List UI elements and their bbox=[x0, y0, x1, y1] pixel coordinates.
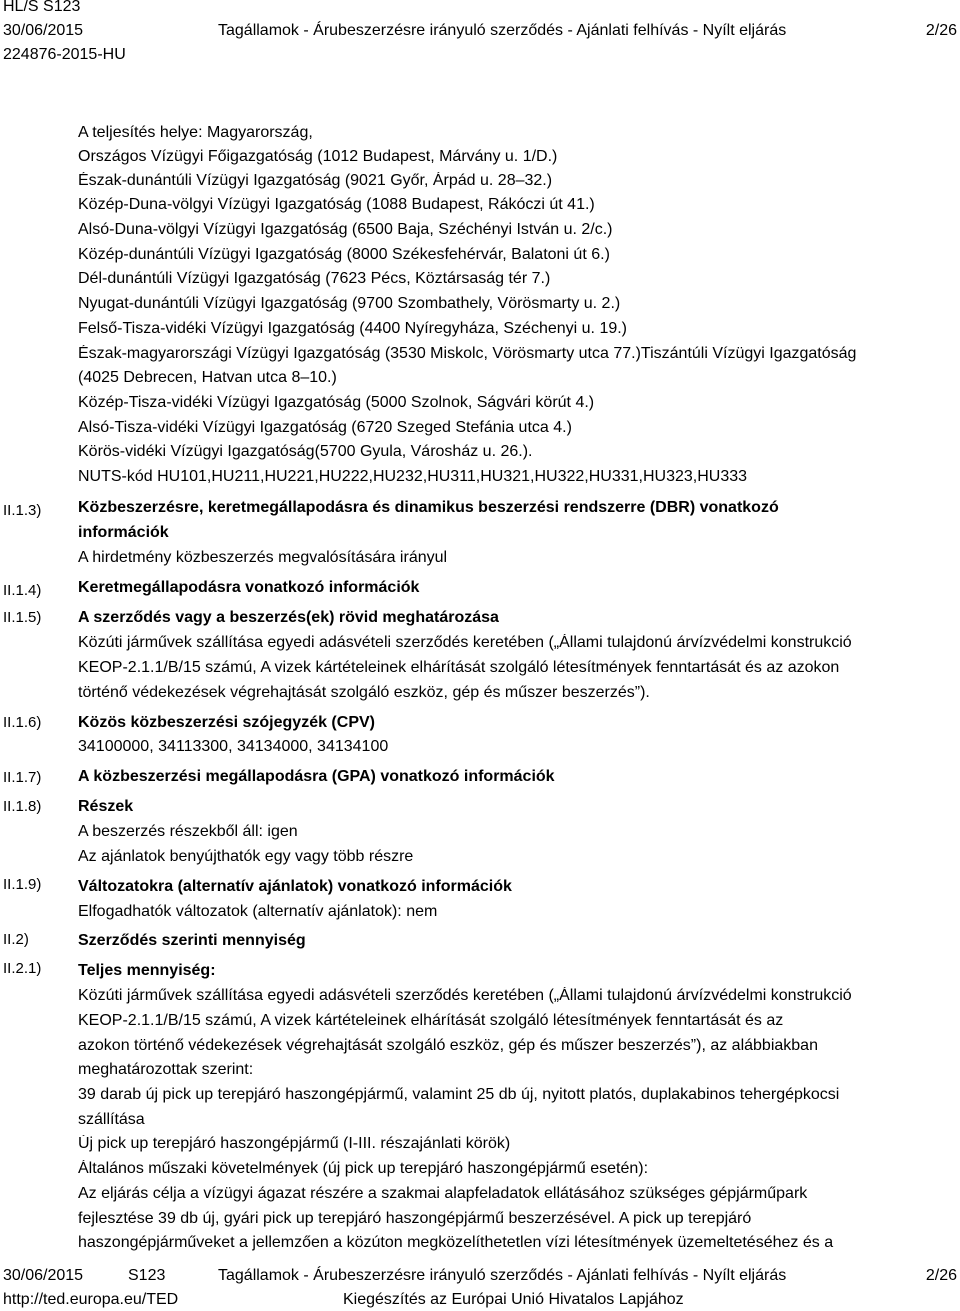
header-page-number: 2/26 bbox=[925, 22, 957, 39]
text-line: A hirdetmény közbeszerzés megvalósítására irányul bbox=[78, 549, 448, 566]
footer-publication: Kiegészítés az Európai Unió Hivatalos Lapjához bbox=[343, 1291, 684, 1308]
header-date: 30/06/2015 bbox=[3, 22, 84, 39]
section-heading: Szerződés szerinti mennyiség bbox=[78, 932, 306, 949]
section-heading: Közbeszerzésre, keretmegállapodásra és dinamikus beszerzési rendszerre (DBR) vonatkozó bbox=[78, 499, 779, 516]
section-heading: információk bbox=[78, 524, 169, 541]
header-title: Tagállamok - Árubeszerzésre irányuló szerződés - Ajánlati felhívás - Nyílt eljárás bbox=[218, 22, 787, 39]
text-line: KEOP-2.1.1/B/15 számú, A vizek kártételeinek elhárítását szolgáló létesítmények fenntartását és az azokon bbox=[78, 659, 840, 676]
footer-code: S123 bbox=[128, 1267, 166, 1284]
section-number: II.2.1) bbox=[3, 960, 42, 977]
text-line: Közúti járművek szállítása egyedi adásvételi szerződés keretében („Állami tulajdonú árvízvédelmi konstrukció bbox=[78, 634, 852, 651]
section-heading: Részek bbox=[78, 798, 134, 815]
text-line: Az eljárás célja a vízügyi ágazat részére a szakmai alapfeladatok ellátásához szükséges gépjárműpark bbox=[78, 1185, 808, 1202]
section-heading: Változatokra (alternatív ajánlatok) vonatkozó információk bbox=[78, 878, 512, 895]
footer-title: Tagállamok - Árubeszerzésre irányuló szerződés - Ajánlati felhívás - Nyílt eljárás bbox=[218, 1267, 787, 1284]
text-line: A beszerzés részekből áll: igen bbox=[78, 823, 298, 840]
section-heading: A szerződés vagy a beszerzés(ek) rövid meghatározása bbox=[78, 609, 499, 626]
text-line: Új pick up terepjáró haszongépjármű (I-III. részajánlati körök) bbox=[78, 1135, 511, 1152]
section-heading: Közös közbeszerzési szójegyzék (CPV) bbox=[78, 714, 375, 731]
text-line: Nyugat-dunántúli Vízügyi Igazgatóság (9700 Szombathely, Vörösmarty u. 2.) bbox=[78, 295, 621, 312]
text-line: Közúti járművek szállítása egyedi adásvételi szerződés keretében („Állami tulajdonú árvízvédelmi konstrukció bbox=[78, 987, 852, 1004]
text-line: Körös-vidéki Vízügyi Igazgatóság(5700 Gyula, Városház u. 26.). bbox=[78, 443, 533, 460]
text-line: Országos Vízügyi Főigazgatóság (1012 Budapest, Márvány u. 1/D.) bbox=[78, 148, 558, 165]
footer-ted-link[interactable]: http://ted.europa.eu/TED bbox=[3, 1291, 179, 1308]
text-line: Közép-dunántúli Vízügyi Igazgatóság (8000 Székesfehérvár, Balatoni út 6.) bbox=[78, 246, 610, 263]
section-heading: A közbeszerzési megállapodásra (GPA) vonatkozó információk bbox=[78, 768, 555, 785]
text-line: Általános műszaki követelmények (új pick up terepjáró haszongépjármű esetén): bbox=[78, 1160, 649, 1177]
footer-page-number: 2/26 bbox=[925, 1267, 957, 1284]
section-number: II.1.6) bbox=[3, 714, 42, 731]
text-line: Közép-Duna-völgyi Vízügyi Igazgatóság (1088 Budapest, Rákóczi út 41.) bbox=[78, 196, 595, 213]
header-notice-id: 224876-2015-HU bbox=[3, 46, 126, 63]
text-line: (4025 Debrecen, Hatvan utca 8–10.) bbox=[78, 369, 337, 386]
text-line: Közép-Tisza-vidéki Vízügyi Igazgatóság (5000 Szolnok, Ságvári körút 4.) bbox=[78, 394, 595, 411]
text-line: azokon történő védekezések végrehajtását szolgáló eszköz, gép és műszer beszerzés”), az alábbiakban bbox=[78, 1037, 818, 1054]
section-number: II.1.5) bbox=[3, 609, 42, 626]
text-line: KEOP-2.1.1/B/15 számú, A vizek kártételeinek elhárítását szolgáló létesítmények fenntartását és az bbox=[78, 1012, 784, 1029]
text-line: fejlesztése 39 db új, gyári pick up terepjáró haszongépjármű beszerzésével. A pick up terepjáró bbox=[78, 1210, 752, 1227]
text-line: haszongépjárműveket a jellemzően a közúton megközelíthetetlen vízi létesítmények üzemeltetéséhez és a bbox=[78, 1234, 834, 1251]
text-line: Alsó-Duna-völgyi Vízügyi Igazgatóság (6500 Baja, Széchényi István u. 2/c.) bbox=[78, 221, 613, 238]
section-number: II.1.7) bbox=[3, 769, 42, 786]
section-number: II.1.9) bbox=[3, 876, 42, 893]
section-number: II.1.3) bbox=[3, 502, 42, 519]
footer-date: 30/06/2015 bbox=[3, 1267, 84, 1284]
section-heading: Teljes mennyiség: bbox=[78, 962, 216, 979]
text-line: NUTS-kód HU101,HU211,HU221,HU222,HU232,HU311,HU321,HU322,HU331,HU323,HU333 bbox=[78, 468, 748, 485]
text-line: történő védekezések végrehajtását szolgáló eszköz, gép és műszer beszerzés”). bbox=[78, 684, 650, 701]
text-line: 39 darab új pick up terepjáró haszongépjármű, valamint 25 db új, nyitott platós, duplakabinos tehergépkocsi bbox=[78, 1086, 840, 1103]
section-number: II.1.4) bbox=[3, 582, 42, 599]
text-line: Felső-Tisza-vidéki Vízügyi Igazgatóság (4400 Nyíregyháza, Széchenyi u. 19.) bbox=[78, 320, 628, 337]
section-number: II.1.8) bbox=[3, 798, 42, 815]
text-line: Észak-dunántúli Vízügyi Igazgatóság (9021 Győr, Árpád u. 28–32.) bbox=[78, 172, 553, 189]
text-line: Észak-magyarországi Vízügyi Igazgatóság (3530 Miskolc, Vörösmarty utca 77.)Tiszántúli Vízügyi Igazgatóság bbox=[78, 345, 857, 362]
text-line: szállítása bbox=[78, 1111, 145, 1128]
text-line: Elfogadhatók változatok (alternatív ajánlatok): nem bbox=[78, 903, 438, 920]
text-line: Az ajánlatok benyújthatók egy vagy több részre bbox=[78, 848, 414, 865]
text-line: A teljesítés helye: Magyarország, bbox=[78, 124, 313, 141]
section-number: II.2) bbox=[3, 931, 29, 948]
text-line: meghatározottak szerint: bbox=[78, 1061, 254, 1078]
text-line: 34100000, 34113300, 34134000, 34134100 bbox=[78, 738, 389, 755]
header-code: HL/S S123 bbox=[3, 0, 81, 15]
text-line: Alsó-Tisza-vidéki Vízügyi Igazgatóság (6720 Szeged Stefánia utca 4.) bbox=[78, 419, 572, 436]
text-line: Dél-dunántúli Vízügyi Igazgatóság (7623 Pécs, Köztársaság tér 7.) bbox=[78, 270, 551, 287]
section-heading: Keretmegállapodásra vonatkozó információk bbox=[78, 579, 420, 596]
